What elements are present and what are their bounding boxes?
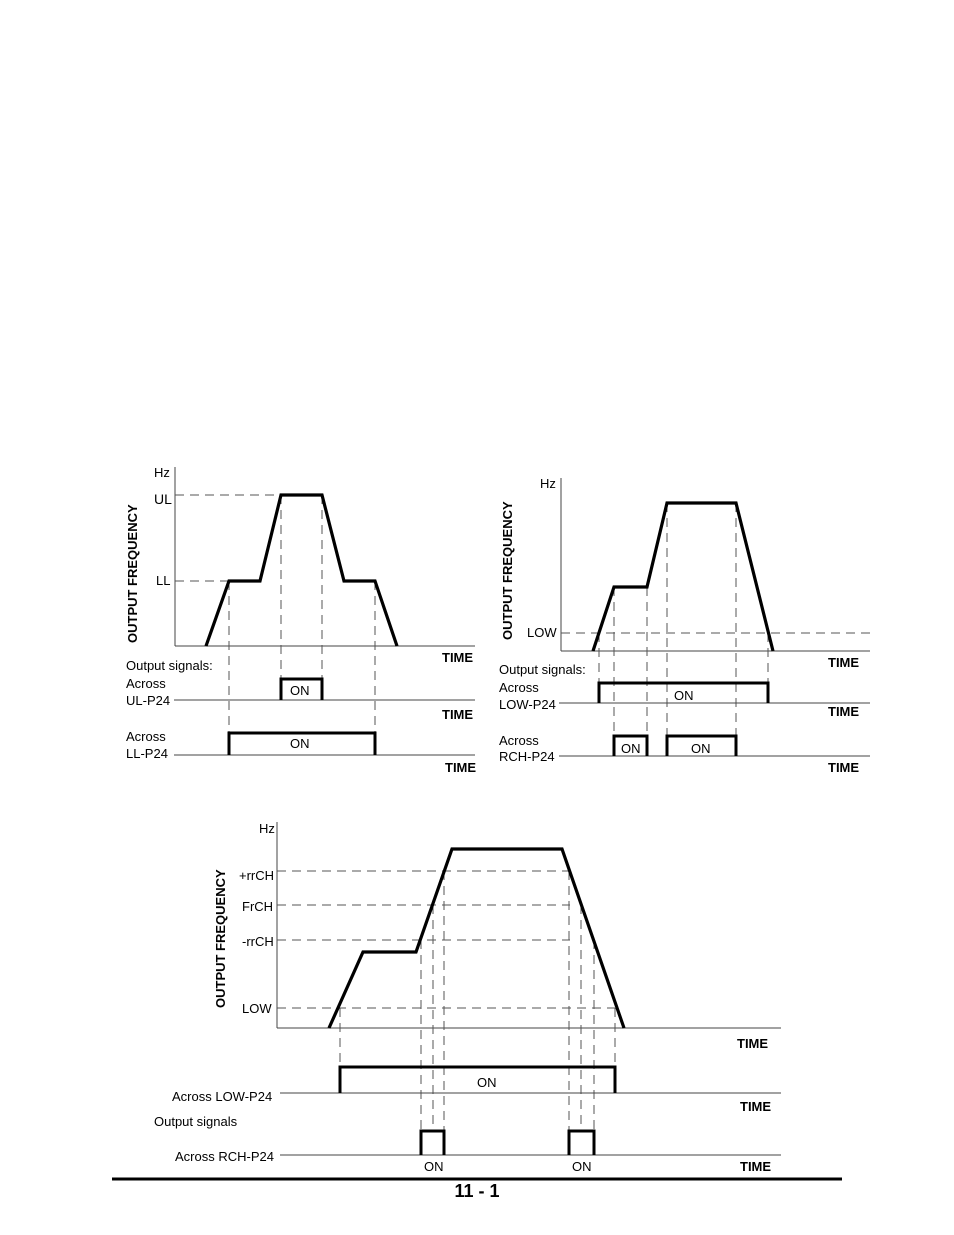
diagram-rrch-frch	[154, 821, 781, 1174]
d1-time-label: TIME	[442, 650, 474, 665]
d1-signal2-name: LL-P24	[126, 746, 168, 761]
d2-hz-label: Hz	[540, 476, 556, 491]
d2-time-label: TIME	[828, 655, 860, 670]
d1-frequency-curve	[206, 495, 397, 646]
d3-signal2-pulse-a	[421, 1131, 444, 1155]
d3-frch-label: FrCH	[242, 899, 274, 914]
d3-signal2-label: Across RCH-P24	[175, 1149, 274, 1164]
d1-time-label-3: TIME	[445, 760, 477, 775]
d2-frequency-curve	[593, 503, 773, 651]
d1-y-axis-title: OUTPUT FREQUENCY	[125, 504, 140, 643]
d3-signal2-pulse-b	[569, 1131, 594, 1155]
d3-time-label: TIME	[737, 1036, 769, 1051]
d2-signal2-on-a: ON	[621, 741, 641, 756]
d2-y-axis-title: OUTPUT FREQUENCY	[500, 501, 515, 640]
d3-signal2-on-b: ON	[572, 1159, 592, 1174]
d3-minus-rrch-label: -rrCH	[242, 934, 274, 949]
d3-plus-rrch-label: +rrCH	[239, 868, 275, 883]
d1-signal1-on: ON	[290, 683, 310, 698]
d3-signal1-on: ON	[477, 1075, 497, 1090]
d3-y-axis-title: OUTPUT FREQUENCY	[213, 869, 228, 1008]
d1-signal1-name: UL-P24	[126, 693, 171, 708]
page-number: 11 - 1	[454, 1181, 500, 1201]
d3-hz-label: Hz	[259, 821, 275, 836]
d3-frequency-curve	[329, 849, 624, 1028]
d2-signal2-name: RCH-P24	[499, 749, 555, 764]
d1-across-label: Across	[126, 676, 166, 691]
d2-signal1-on: ON	[674, 688, 694, 703]
d1-ll-label: LL	[156, 573, 171, 588]
d3-output-signals: Output signals	[154, 1114, 238, 1129]
d2-output-signals: Output signals:	[499, 662, 586, 677]
d3-time-label-3: TIME	[740, 1159, 772, 1174]
d2-low-label: LOW	[527, 625, 557, 640]
d2-across-label: Across	[499, 680, 539, 695]
d1-ul-label: UL	[154, 491, 172, 507]
d2-signal1-name: LOW-P24	[499, 697, 556, 712]
d1-across-label-2: Across	[126, 729, 166, 744]
d3-time-label-2: TIME	[740, 1099, 772, 1114]
d2-signal2-on-b: ON	[691, 741, 711, 756]
d3-signal2-on-a: ON	[424, 1159, 444, 1174]
d1-signal2-on: ON	[290, 736, 310, 751]
d1-time-label-2: TIME	[442, 707, 474, 722]
d2-across-label-2: Across	[499, 733, 539, 748]
diagram-ul-ll	[125, 465, 476, 775]
d1-hz-label: Hz	[154, 465, 170, 480]
d3-signal1-label: Across LOW-P24	[172, 1089, 273, 1104]
d3-low-label: LOW	[242, 1001, 272, 1016]
d2-time-label-2: TIME	[828, 704, 860, 719]
d2-time-label-3: TIME	[828, 760, 860, 775]
diagram-low-rch	[499, 476, 870, 775]
d1-output-signals: Output signals:	[126, 658, 213, 673]
